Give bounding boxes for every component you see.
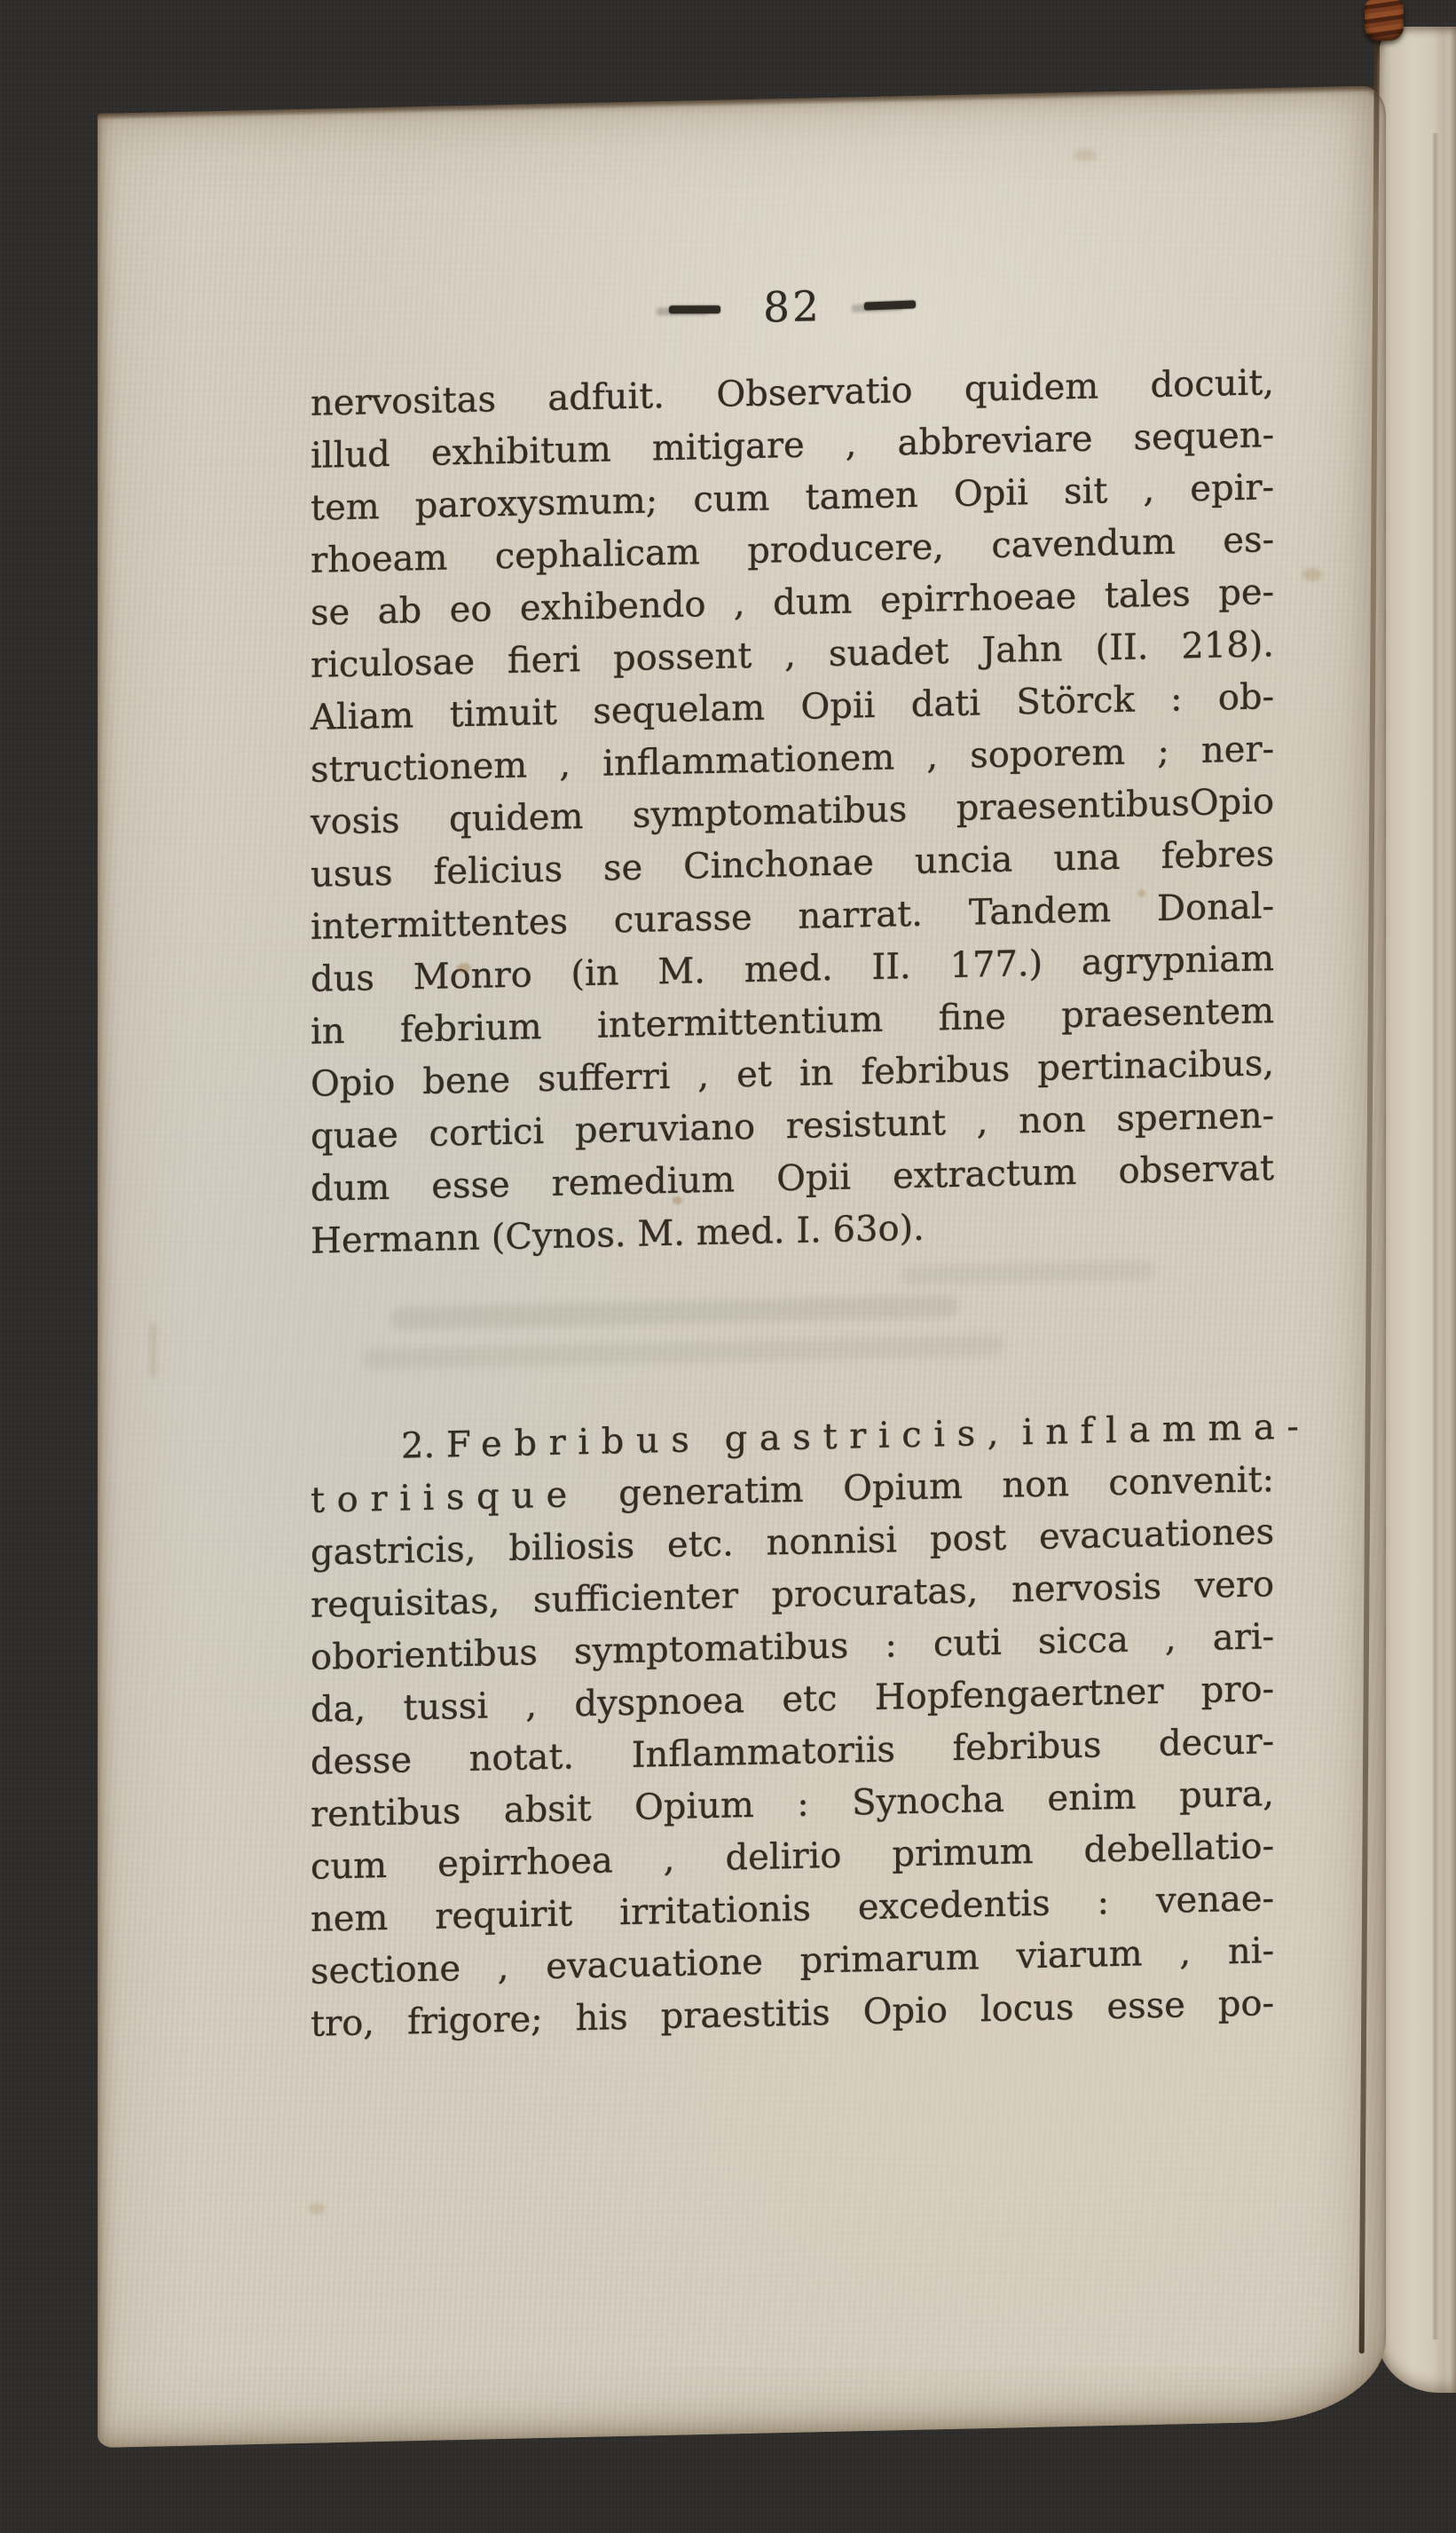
paragraph-opium-observations: [311, 357, 1274, 1268]
emphasized-text: Febribus gastricis,: [445, 1412, 1011, 1466]
text-segment: in febrium intermittentium fine praesentem: [311, 990, 1274, 1053]
text-segment: dum esse remedium Opii extractum observat: [311, 1148, 1274, 1210]
text-segment: [1011, 1412, 1022, 1453]
ink-bleedthrough: [362, 1335, 1004, 1370]
text-segment: 2.: [401, 1424, 446, 1467]
page-header: [311, 276, 1274, 339]
ink-bleedthrough: [901, 1260, 1154, 1285]
text-segment: tem paroxysmum; cum tamen Opii sit , epir-: [311, 467, 1274, 529]
header-left-dash: [669, 305, 720, 313]
book-page: [98, 85, 1386, 2448]
text-segment: desse notat. Inflammatoriis febribus decur-: [311, 1721, 1274, 1783]
text-segment: gastricis, biliosis etc. nonnisi post evacuationes: [311, 1511, 1274, 1574]
text-segment: vosis quidem symptomatibus praesentibusOpio: [311, 781, 1274, 843]
text-segment: rhoeam cephalicam producere, cavendum es-: [311, 519, 1274, 581]
text-segment: usus felicius se Cinchonae uncia una febres: [311, 833, 1274, 896]
text-segment: da, tussi , dyspnoea etc Hopfengaertner pro-: [311, 1669, 1274, 1731]
ink-bleedthrough: [390, 1295, 958, 1330]
text-segment: quae cortici peruviano resistunt , non spernen-: [311, 1095, 1274, 1157]
paragraph-febribus-gastricis: [311, 1401, 1311, 2051]
adjacent-page-edge: [1377, 27, 1456, 2393]
emphasized-text: inflamma-: [1021, 1406, 1311, 1454]
text-segment: requisitas, sufficienter procuratas, nervosis vero: [311, 1564, 1274, 1626]
page-edge-shadow: [1432, 133, 1439, 2340]
text-segment: intermittentes curasse narrat. Tandem Donal-: [311, 886, 1274, 948]
text-segment: riculosae fieri possent , suadet Jahn (II. 218).: [311, 624, 1274, 686]
text-segment: Opio bene sufferri , et in febribus pertinacibus,: [311, 1043, 1274, 1105]
emphasized-text: toriisque: [311, 1474, 579, 1521]
text-segment: dus Monro (in M. med. II. 177.) agrypniam: [311, 938, 1274, 1000]
header-right-dash: [864, 300, 916, 310]
text-segment: sectione , evacuatione primarum viarum , ni-: [311, 1930, 1274, 1992]
page-number: 82: [763, 282, 822, 333]
text-segment: illud exhibitum mitigare , abbreviare sequen-: [311, 414, 1274, 477]
text-segment: tro, frigore; his praestitis Opio locus esse po-: [311, 1983, 1274, 2045]
text-segment: se ab eo exhibendo , dum epirrhoeae tales pe-: [311, 572, 1274, 634]
text-segment: nervositas adfuit. Observatio quidem docuit,: [311, 362, 1274, 424]
text-segment: oborientibus symptomatibus : cuti sicca , ari-: [311, 1616, 1274, 1678]
text-segment: Aliam timuit sequelam Opii dati Störck : ob-: [311, 676, 1274, 738]
text-segment: Hermann (Cynos. M. med. I. 63o).: [311, 1207, 925, 1262]
text-segment: generatim Opium non convenit:: [578, 1459, 1274, 1516]
text-segment: rentibus absit Opium : Synocha enim pura,: [311, 1773, 1274, 1835]
text-segment: structionem , inflammationem , soporem ; ner-: [311, 729, 1274, 791]
text-segment: nem requirit irritationis excedentis : venae-: [311, 1878, 1274, 1940]
book-headband: [1365, 0, 1404, 41]
text-segment: cum epirrhoea , delirio primum debellatio-: [311, 1826, 1274, 1888]
